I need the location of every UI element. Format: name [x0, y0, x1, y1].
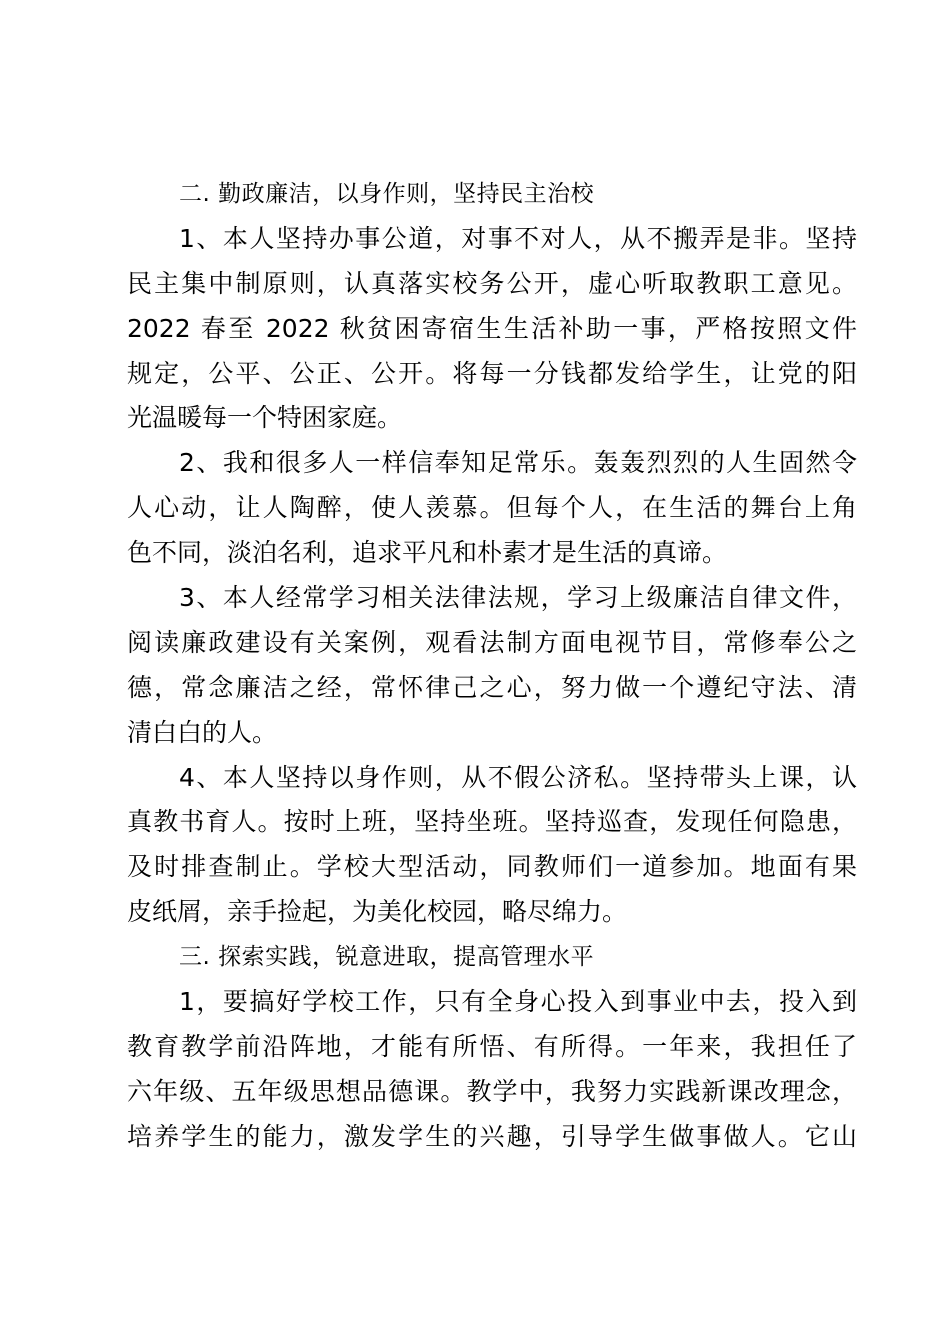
text-line: 3、本人经常学习相关法律法规，学习上级廉洁自律文件，: [179, 583, 857, 613]
text-line: 真教书育人。按时上班，坚持坐班。坚持巡查，发现任何隐患，: [127, 807, 857, 837]
section-heading-3: 三. 探索实践，锐意进取，提高管理水平: [179, 944, 595, 971]
paragraph-2-3: [127, 576, 857, 756]
text-line: 清白白的人。: [127, 717, 278, 747]
text-line: 色不同，淡泊名利，追求平凡和朴素才是生活的真谛。: [127, 538, 728, 568]
text-line: 1，要搞好学校工作，只有全身心投入到事业中去，投入到: [179, 987, 857, 1017]
text-line: 4、本人坚持以身作则，从不假公济私。坚持带头上课，认: [179, 762, 857, 792]
paragraph-2-1: [127, 217, 857, 441]
text-line: 光温暖每一个特困家庭。: [127, 403, 403, 433]
text-line: 教育教学前沿阵地，才能有所悟、有所得。一年来，我担任了: [127, 1031, 857, 1061]
text-line: 六年级、五年级思想品德课。教学中，我努力实践新课改理念，: [127, 1076, 857, 1106]
text-line: 民主集中制原则，认真落实校务公开，虚心听取教职工意见。: [127, 268, 857, 298]
text-line: 德，常念廉洁之经，常怀律己之心，努力做一个遵纪守法、清: [127, 672, 857, 702]
paragraph-2-4: [127, 756, 857, 936]
text-line: 培养学生的能力，激发学生的兴趣，引导学生做事做人。它山: [127, 1121, 857, 1151]
document-body: [127, 172, 857, 1160]
text-line: 1、本人坚持办事公道，对事不对人，从不搬弄是非。坚持: [179, 223, 857, 253]
paragraph-3-1: [127, 980, 857, 1160]
text-line: 规定，公平、公正、公开。将每一分钱都发给学生，让党的阳: [127, 358, 857, 388]
text-line: 及时排查制止。学校大型活动，同教师们一道参加。地面有果: [127, 852, 857, 882]
paragraph-2-2: [127, 441, 857, 576]
text-line: 2022 春至 2022 秋贫困寄宿生生活补助一事，严格按照文件: [127, 313, 857, 343]
text-line: 皮纸屑，亲手捡起，为美化校园，略尽绵力。: [127, 897, 628, 927]
section-heading-2: 二. 勤政廉洁，以身作则，坚持民主治校: [179, 181, 595, 207]
text-line: 2、我和很多人一样信奉知足常乐。轰轰烈烈的人生固然令: [179, 448, 857, 478]
text-line: 阅读廉政建设有关案例，观看法制方面电视节目，常修奉公之: [127, 627, 857, 657]
text-line: 人心动，让人陶醉，使人羡慕。但每个人，在生活的舞台上角: [127, 493, 857, 523]
